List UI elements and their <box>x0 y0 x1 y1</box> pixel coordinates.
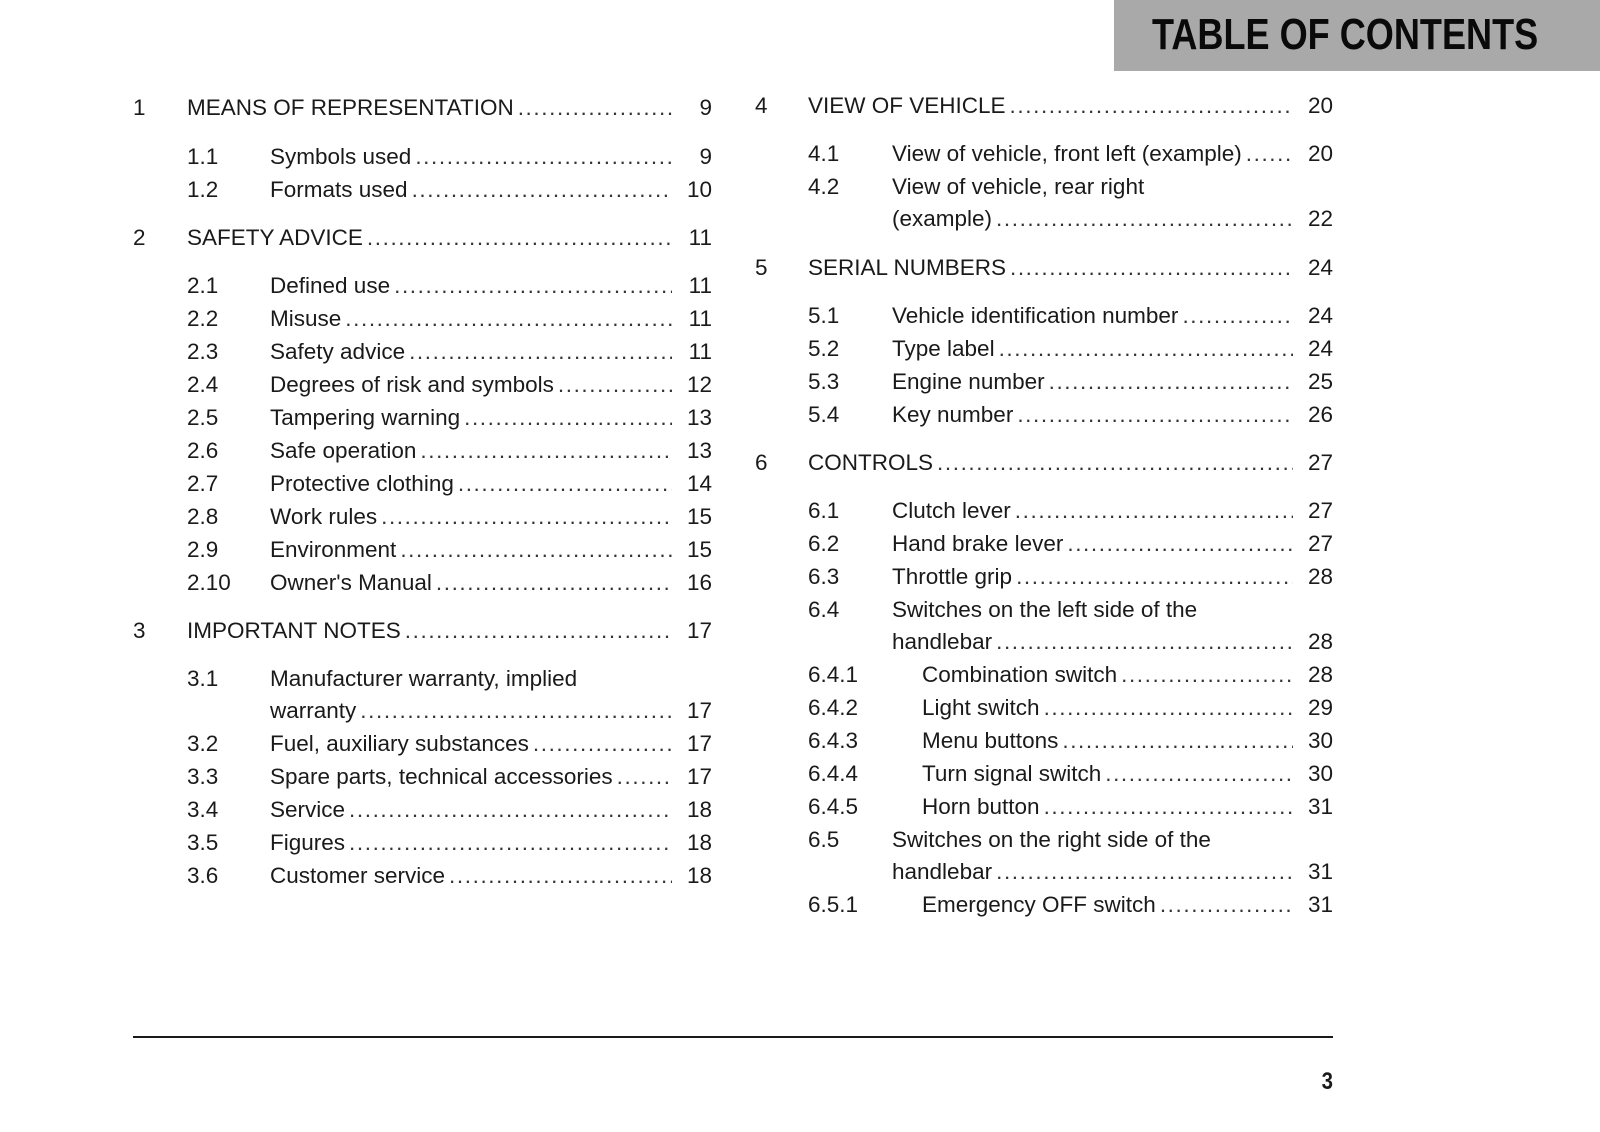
toc-entry-title: SAFETY ADVICE <box>187 225 363 250</box>
dot-leader <box>381 502 672 532</box>
toc-entry[interactable] <box>270 403 712 433</box>
toc-entry-page: 13 <box>686 438 712 463</box>
toc-entry-title: Degrees of risk and symbols <box>270 372 554 397</box>
dot-leader <box>518 93 672 123</box>
toc-entry-page: 30 <box>1307 761 1333 786</box>
section-header-title: TABLE OF CONTENTS <box>1152 10 1539 59</box>
toc-entry[interactable] <box>808 448 1333 478</box>
toc-entry-title: Engine number <box>892 369 1045 394</box>
dot-leader <box>996 857 1293 887</box>
dot-leader <box>999 334 1293 364</box>
toc-entry-title: Tampering warning <box>270 405 461 430</box>
toc-entry[interactable] <box>892 367 1333 397</box>
dot-leader <box>1010 253 1293 283</box>
section-header-banner <box>1114 0 1600 71</box>
toc-entry-title: Clutch lever <box>892 498 1011 523</box>
toc-entry-number: 6.4 <box>808 597 840 622</box>
dot-leader <box>937 448 1293 478</box>
dot-leader <box>349 795 672 825</box>
toc-entry-number: 2.4 <box>187 372 219 397</box>
toc-entry-page: 9 <box>699 144 712 169</box>
toc-entry-title: Figures <box>270 830 346 855</box>
toc-entry[interactable] <box>270 502 712 532</box>
dot-leader <box>1105 759 1293 789</box>
toc-entry-page: 12 <box>686 372 712 397</box>
toc-entry[interactable] <box>892 204 1333 234</box>
toc-entry-page: 11 <box>688 339 712 364</box>
toc-entry-title: Work rules <box>270 504 378 529</box>
dot-leader <box>1160 890 1293 920</box>
toc-entry-number: 2.3 <box>187 339 219 364</box>
toc-entry[interactable] <box>270 828 712 858</box>
toc-entry[interactable] <box>892 496 1333 526</box>
toc-entry-title: Symbols used <box>270 144 412 169</box>
toc-entry[interactable] <box>187 223 712 253</box>
toc-entry-number: 3.6 <box>187 863 219 888</box>
dot-leader <box>1044 693 1293 723</box>
toc-entry-page: 11 <box>688 306 712 331</box>
toc-entry[interactable] <box>270 861 712 891</box>
dot-leader <box>1015 496 1293 526</box>
toc-entry-page: 28 <box>1307 629 1333 654</box>
toc-entry[interactable] <box>922 726 1333 756</box>
dot-leader <box>464 403 672 433</box>
toc-entry[interactable] <box>270 142 712 172</box>
dot-leader <box>996 627 1293 657</box>
toc-entry-number: 6.4.5 <box>808 794 859 819</box>
dot-leader <box>394 271 672 301</box>
toc-entry-title[interactable]: Switches on the left side of the <box>892 597 1198 622</box>
toc-entry-title: View of vehicle, front left (example) <box>892 141 1242 166</box>
toc-entry-page: 10 <box>686 177 712 202</box>
toc-entry[interactable] <box>922 693 1333 723</box>
toc-entry-title: SERIAL NUMBERS <box>808 255 1006 280</box>
toc-entry-number: 2.9 <box>187 537 219 562</box>
toc-entry-number: 4 <box>755 93 768 118</box>
toc-entry-number: 3.3 <box>187 764 219 789</box>
dot-leader <box>1182 301 1293 331</box>
dot-leader <box>617 762 672 792</box>
toc-entry-page: 20 <box>1307 141 1333 166</box>
toc-entry-page: 28 <box>1307 662 1333 687</box>
toc-entry-number: 5.1 <box>808 303 840 328</box>
toc-entry-page: 9 <box>699 95 712 120</box>
toc-entry-page: 17 <box>686 764 712 789</box>
toc-entry-number: 6 <box>755 450 768 475</box>
toc-entry[interactable] <box>922 792 1333 822</box>
toc-entry-page: 31 <box>1307 859 1333 884</box>
toc-entry-title-continued: handlebar <box>892 629 993 654</box>
dot-leader <box>1067 529 1293 559</box>
toc-entry-number: 4.2 <box>808 174 840 199</box>
toc-entry-number: 3 <box>133 618 146 643</box>
dot-leader <box>367 223 672 253</box>
toc-entry-page: 18 <box>686 863 712 888</box>
toc-entry-page: 26 <box>1307 402 1333 427</box>
toc-entry-page: 29 <box>1307 695 1333 720</box>
dot-leader <box>1017 400 1293 430</box>
toc-entry-number: 5.2 <box>808 336 840 361</box>
toc-entry-page: 31 <box>1307 794 1333 819</box>
toc-entry-page: 14 <box>686 471 712 496</box>
dot-leader <box>360 696 672 726</box>
toc-entry-page: 27 <box>1307 498 1333 523</box>
toc-entry[interactable] <box>892 334 1333 364</box>
dot-leader <box>412 175 672 205</box>
dot-leader <box>1049 367 1293 397</box>
toc-entry[interactable] <box>892 139 1333 169</box>
toc-entry[interactable] <box>892 857 1333 887</box>
toc-entry-title: Hand brake lever <box>892 531 1064 556</box>
dot-leader <box>533 729 672 759</box>
toc-entry-title: MEANS OF REPRESENTATION <box>187 95 514 120</box>
toc-entry-title: Protective clothing <box>270 471 454 496</box>
dot-leader <box>1010 91 1293 121</box>
dot-leader <box>345 304 672 334</box>
dot-leader <box>1062 726 1293 756</box>
toc-entry-number: 3.4 <box>187 797 219 822</box>
toc-entry[interactable] <box>270 337 712 367</box>
dot-leader <box>409 337 672 367</box>
toc-entry[interactable] <box>270 469 712 499</box>
toc-entry-title: Safe operation <box>270 438 417 463</box>
toc-entry[interactable] <box>270 795 712 825</box>
toc-entry[interactable] <box>922 660 1333 690</box>
dot-leader <box>1246 139 1293 169</box>
toc-entry-number: 6.4.1 <box>808 662 859 687</box>
toc-entry[interactable] <box>808 91 1333 121</box>
toc-entry[interactable] <box>892 301 1333 331</box>
toc-entry-page: 17 <box>686 618 712 643</box>
toc-entry-page: 20 <box>1307 93 1333 118</box>
toc-entry-title: Customer service <box>270 863 446 888</box>
toc-entry-title-continued: warranty <box>270 698 357 723</box>
page-number: 3 <box>1321 1068 1333 1095</box>
toc-entry-page: 18 <box>686 797 712 822</box>
toc-entry-number: 6.5 <box>808 827 840 852</box>
toc-entry-page: 24 <box>1307 336 1333 361</box>
toc-entry-number: 6.4.3 <box>808 728 859 753</box>
dot-leader <box>996 204 1293 234</box>
toc-entry-number: 3.1 <box>187 666 219 691</box>
toc-entry-number: 1.1 <box>187 144 219 169</box>
toc-entry-title: Turn signal switch <box>922 761 1102 786</box>
footer-divider <box>133 1036 1333 1038</box>
dot-leader <box>400 535 672 565</box>
toc-entry-number: 2.5 <box>187 405 219 430</box>
toc-entry-title: Emergency OFF switch <box>922 892 1156 917</box>
dot-leader <box>1121 660 1293 690</box>
toc-entry-title: Fuel, auxiliary substances <box>270 731 529 756</box>
toc-entry-title: Safety advice <box>270 339 406 364</box>
toc-entry[interactable] <box>922 759 1333 789</box>
toc-entry-page: 11 <box>688 273 712 298</box>
toc-entry-page: 30 <box>1307 728 1333 753</box>
toc-entry-page: 16 <box>686 570 712 595</box>
toc-entry-title: Environment <box>270 537 397 562</box>
toc-entry-title: CONTROLS <box>808 450 934 475</box>
toc-entry-number: 3.2 <box>187 731 219 756</box>
toc-entry-title: Vehicle identification number <box>892 303 1179 328</box>
toc-entry-title[interactable]: Switches on the right side of the <box>892 827 1211 852</box>
toc-entry-number: 5.4 <box>808 402 840 427</box>
toc-entry-number: 1.2 <box>187 177 219 202</box>
toc-entry[interactable] <box>270 568 712 598</box>
toc-entry-title-continued: handlebar <box>892 859 993 884</box>
dot-leader <box>415 142 672 172</box>
toc-entry-title: Light switch <box>922 695 1040 720</box>
toc-entry-number: 6.3 <box>808 564 840 589</box>
toc-entry-title: Misuse <box>270 306 342 331</box>
toc-entry[interactable] <box>270 304 712 334</box>
toc-entry-number: 4.1 <box>808 141 840 166</box>
toc-entry-title[interactable]: Manufacturer warranty, implied <box>270 666 578 691</box>
dot-leader <box>449 861 672 891</box>
toc-entry[interactable] <box>270 535 712 565</box>
toc-entry-title: Key number <box>892 402 1014 427</box>
toc-entry-number: 3.5 <box>187 830 219 855</box>
toc-entry-number: 6.4.2 <box>808 695 859 720</box>
toc-entry-number: 2.7 <box>187 471 219 496</box>
toc-entry-page: 18 <box>686 830 712 855</box>
toc-entry-title: Defined use <box>270 273 391 298</box>
toc-entry[interactable] <box>892 400 1333 430</box>
dot-leader <box>558 370 672 400</box>
toc-entry-number: 6.4.4 <box>808 761 859 786</box>
toc-entry-title: Menu buttons <box>922 728 1059 753</box>
toc-entry[interactable] <box>892 562 1333 592</box>
toc-entry-page: 22 <box>1307 206 1333 231</box>
toc-entry-title: Spare parts, technical accessories <box>270 764 613 789</box>
toc-entry[interactable] <box>892 627 1333 657</box>
dot-leader <box>1044 792 1293 822</box>
toc-entry-number: 2.6 <box>187 438 219 463</box>
toc-entry-title: IMPORTANT NOTES <box>187 618 401 643</box>
toc-entry-title[interactable]: View of vehicle, rear right <box>892 174 1145 199</box>
toc-entry-number: 2.10 <box>187 570 231 595</box>
toc-entry-number: 6.2 <box>808 531 840 556</box>
toc-entry-title: Horn button <box>922 794 1040 819</box>
toc-entry-title: Formats used <box>270 177 408 202</box>
toc-entry-number: 1 <box>133 95 146 120</box>
toc-entry-number: 2.8 <box>187 504 219 529</box>
toc-entry[interactable] <box>270 436 712 466</box>
toc-entry-page: 31 <box>1307 892 1333 917</box>
toc-entry-number: 2.1 <box>187 273 219 298</box>
toc-entry-number: 2 <box>133 225 146 250</box>
dot-leader <box>436 568 672 598</box>
dot-leader <box>458 469 672 499</box>
toc-entry[interactable] <box>270 175 712 205</box>
toc-entry-title: Service <box>270 797 346 822</box>
toc-entry-page: 17 <box>686 731 712 756</box>
toc-entry-page: 24 <box>1307 303 1333 328</box>
toc-entry[interactable] <box>892 529 1333 559</box>
toc-entry-title-continued: (example) <box>892 206 993 231</box>
toc-entry-page: 27 <box>1307 531 1333 556</box>
toc-entry-title: Type label <box>892 336 995 361</box>
toc-entry-title: Owner's Manual <box>270 570 432 595</box>
toc-entry[interactable] <box>270 370 712 400</box>
toc-entry[interactable] <box>270 729 712 759</box>
toc-entry-title: VIEW OF VEHICLE <box>808 93 1006 118</box>
toc-entry[interactable] <box>270 762 712 792</box>
dot-leader <box>349 828 672 858</box>
toc-entry-number: 6.5.1 <box>808 892 859 917</box>
toc-entry-page: 17 <box>686 698 712 723</box>
toc-entry[interactable] <box>187 93 712 123</box>
toc-entry-number: 6.1 <box>808 498 840 523</box>
toc-entry-title: Combination switch <box>922 662 1118 687</box>
toc-entry[interactable] <box>808 253 1333 283</box>
toc-entry[interactable] <box>270 696 712 726</box>
toc-entry-page: 27 <box>1307 450 1333 475</box>
toc-entry[interactable] <box>270 271 712 301</box>
toc-entry[interactable] <box>187 616 712 646</box>
toc-entry-number: 5.3 <box>808 369 840 394</box>
toc-entry-page: 11 <box>688 225 712 250</box>
toc-entry-page: 25 <box>1307 369 1333 394</box>
toc-entry-page: 15 <box>686 537 712 562</box>
toc-entry-page: 24 <box>1307 255 1333 280</box>
toc-entry-number: 5 <box>755 255 768 280</box>
dot-leader <box>420 436 672 466</box>
toc-entry-page: 28 <box>1307 564 1333 589</box>
toc-entry-number: 2.2 <box>187 306 219 331</box>
dot-leader <box>405 616 672 646</box>
toc-entry-page: 15 <box>686 504 712 529</box>
dot-leader <box>1016 562 1293 592</box>
toc-entry[interactable] <box>922 890 1333 920</box>
toc-entry-page: 13 <box>686 405 712 430</box>
toc-entry-title: Throttle grip <box>892 564 1013 589</box>
